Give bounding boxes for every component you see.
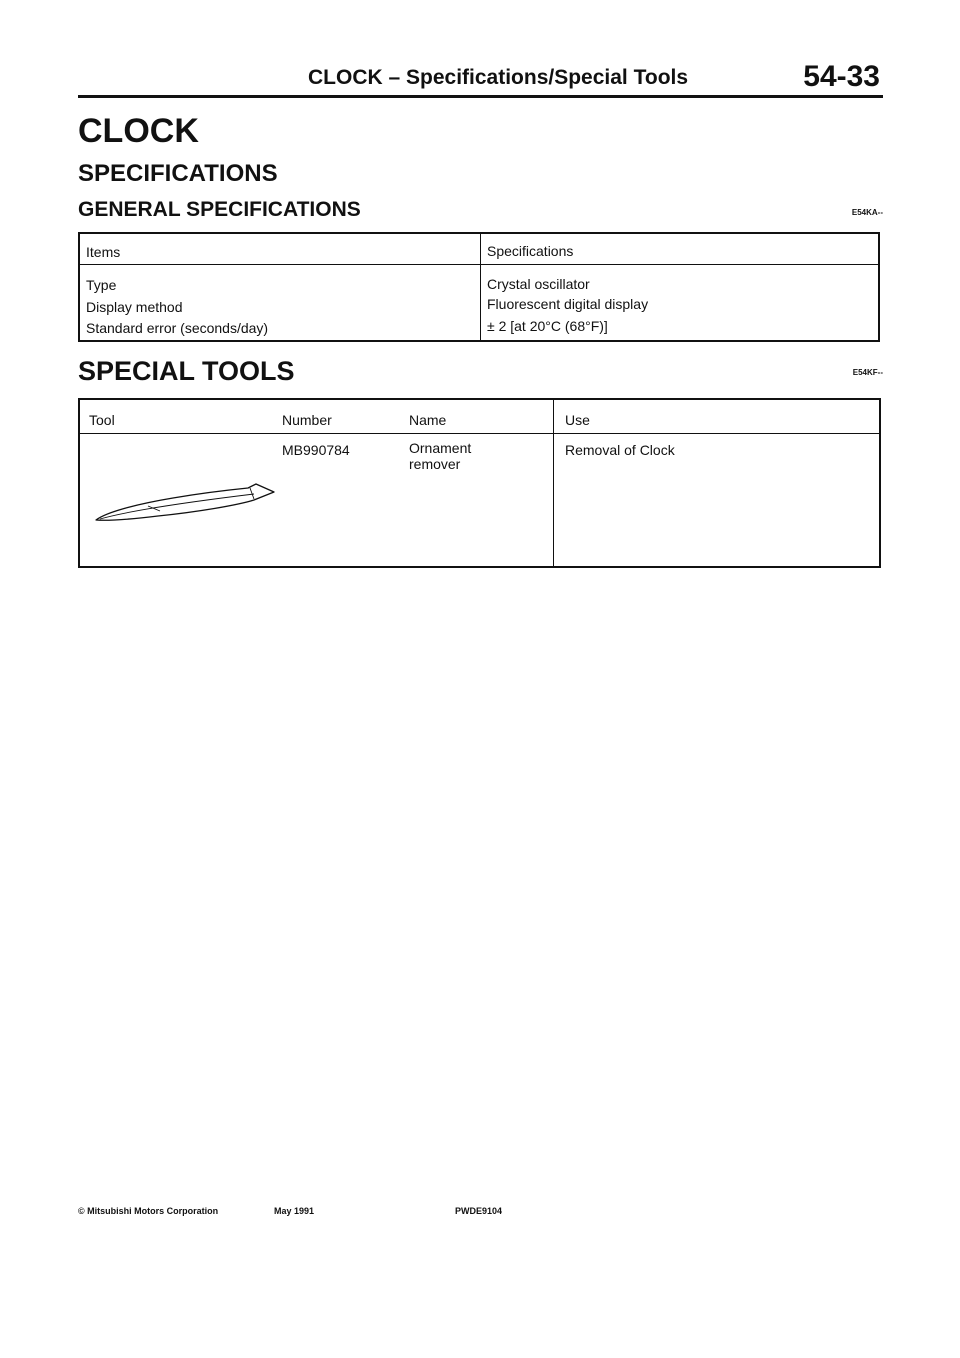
header-row-divider xyxy=(80,264,878,265)
spec-item: Display method xyxy=(86,299,183,315)
spec-item: Type xyxy=(86,277,117,293)
special-tools-code: E54KF-- xyxy=(852,368,883,377)
footer-date: May 1991 xyxy=(274,1206,315,1216)
footer-copyright: © Mitsubishi Motors Corporation xyxy=(78,1206,219,1216)
column-header-number: Number xyxy=(282,412,332,428)
column-header-tool: Tool xyxy=(89,412,115,428)
footer-doc-code: PWDE9104 xyxy=(455,1206,503,1216)
column-header-use: Use xyxy=(565,412,590,428)
specifications-heading: SPECIFICATIONS xyxy=(78,160,278,187)
tool-name xyxy=(409,440,471,472)
header-row-divider xyxy=(80,433,879,434)
tool-use: Removal of Clock xyxy=(565,442,675,458)
general-specifications-table xyxy=(78,232,880,342)
spec-item: Standard error (seconds/day) xyxy=(86,320,269,336)
spec-value: Crystal oscillator xyxy=(487,276,590,292)
column-divider xyxy=(480,234,481,340)
ornament-remover-icon xyxy=(88,478,278,528)
tool-name-line: Ornament xyxy=(409,440,472,456)
special-tools-heading: SPECIAL TOOLS xyxy=(78,356,295,386)
tool-number: MB990784 xyxy=(282,442,350,458)
general-specifications-code: E54KA-- xyxy=(851,208,883,217)
running-header-title: CLOCK – Specifications/Special Tools xyxy=(308,66,689,89)
special-tools-table xyxy=(78,398,881,568)
column-header-name: Name xyxy=(409,412,447,428)
section-title: CLOCK xyxy=(78,112,199,150)
page-number: 54-33 xyxy=(803,60,880,93)
tool-name-line: remover xyxy=(409,456,461,472)
header-divider xyxy=(78,95,883,98)
general-specifications-heading: GENERAL SPECIFICATIONS xyxy=(78,198,361,221)
spec-value: ± 2 [at 20°C (68°F)] xyxy=(487,318,608,334)
column-header-items: Items xyxy=(86,244,121,260)
column-header-specifications: Specifications xyxy=(487,243,574,259)
column-divider xyxy=(553,400,554,566)
spec-value: Fluorescent digital display xyxy=(487,296,649,312)
